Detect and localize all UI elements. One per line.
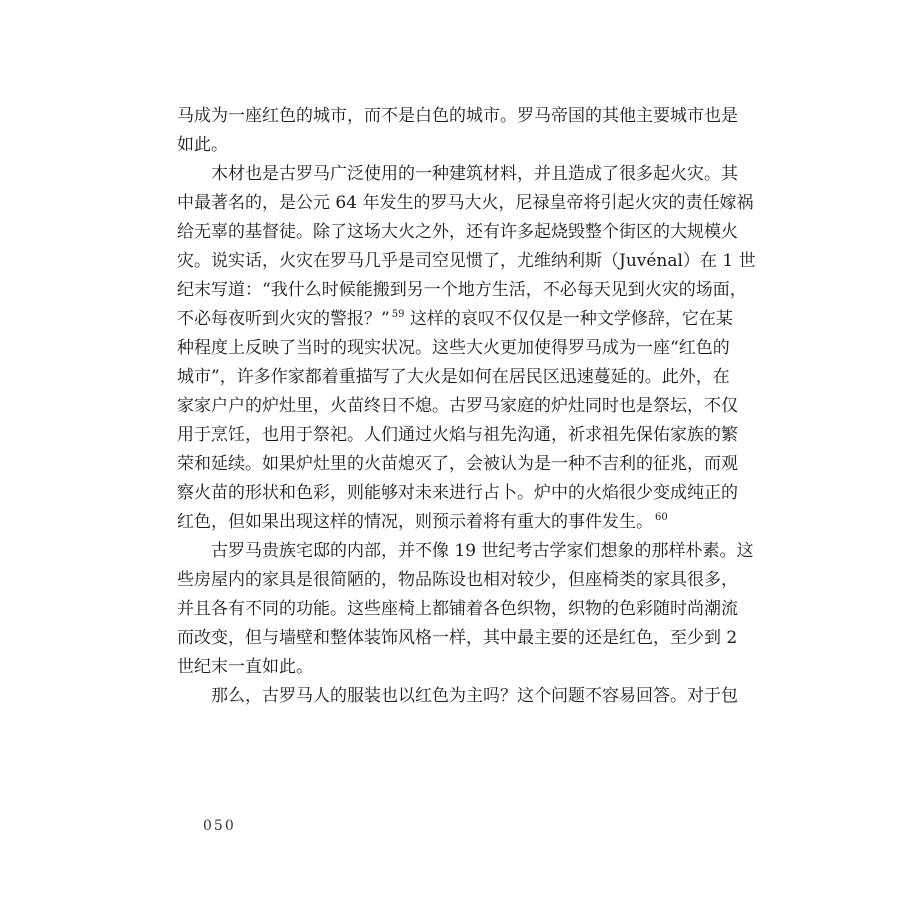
text-line xyxy=(177,595,738,624)
line-text: 种程度上反映了当时的现实状况。这些大火更加使得罗马成为一座“红色的 xyxy=(177,338,730,358)
paragraph xyxy=(177,160,756,537)
text-line xyxy=(177,305,733,334)
line-text: 如此。 xyxy=(177,135,228,155)
text-line xyxy=(177,189,754,218)
line-text: 灾。说实话，火灾在罗马几乎是司空见惯了，尤维纳利斯（Juvénal）在 1 世 xyxy=(177,251,756,271)
line-text: 不必每夜听到火灾的警报？” xyxy=(177,309,390,329)
paragraph xyxy=(177,537,754,682)
text-line xyxy=(177,334,730,363)
paragraph xyxy=(177,102,738,160)
page-number: 050 xyxy=(203,818,236,834)
text-line xyxy=(177,479,738,508)
line-text: 用于烹饪，也用于祭祀。人们通过火焰与祖先沟通，祈求祖先保佑家族的繁 xyxy=(177,425,738,445)
line-text: 纪末写道：“我什么时候能搬到另一个地方生活，不必每天见到火灾的场面， xyxy=(177,280,747,300)
line-text: 荣和延续。如果炉灶里的火苗熄灭了，会被认为是一种不吉利的征兆，而观 xyxy=(177,454,738,474)
text-line xyxy=(177,450,738,479)
footnote-marker[interactable]: 60 xyxy=(655,512,668,524)
line-text: 马成为一座红色的城市，而不是白色的城市。罗马帝国的其他主要城市也是 xyxy=(177,106,738,126)
text-line xyxy=(177,392,738,421)
text-line xyxy=(177,276,747,305)
line-text: 世纪末一直如此。 xyxy=(177,657,313,677)
line-text: 家家户户的炉灶里，火苗终日不熄。古罗马家庭的炉灶同时也是祭坛，不仅 xyxy=(177,396,738,416)
line-text-after-note: 这样的哀叹不仅仅是一种文学修辞，它在某 xyxy=(404,309,733,329)
text-line xyxy=(177,102,738,131)
text-line xyxy=(177,682,738,711)
text-line xyxy=(177,247,756,276)
text-line xyxy=(177,363,730,392)
text-line xyxy=(177,160,738,189)
line-text: 古罗马贵族宅邸的内部，并不像 19 世纪考古学家们想象的那样朴素。这 xyxy=(211,541,754,561)
line-text: 察火苗的形状和色彩，则能够对未来进行占卜。炉中的火焰很少变成纯正的 xyxy=(177,483,738,503)
text-line xyxy=(177,537,754,566)
line-text: 中最著名的，是公元 64 年发生的罗马大火，尼禄皇帝将引起火灾的责任嫁祸 xyxy=(177,193,754,213)
text-line xyxy=(177,218,738,247)
line-text: 红色，但如果出现这样的情况，则预示着将有重大的事件发生。 xyxy=(177,512,653,532)
line-text: 城市”，许多作家都着重描写了大火是如何在居民区迅速蔓延的。此外，在 xyxy=(177,367,730,387)
paragraph xyxy=(177,682,738,711)
line-text: 给无辜的基督徒。除了这场大火之外，还有许多起烧毁整个街区的大规模火 xyxy=(177,222,738,242)
body-text xyxy=(177,102,756,711)
footnote-marker[interactable]: 59 xyxy=(391,309,405,321)
text-line xyxy=(177,421,738,450)
line-text: 而改变，但与墙壁和整体装饰风格一样，其中最主要的还是红色，至少到 2 xyxy=(177,628,738,648)
line-text: 木材也是古罗马广泛使用的一种建筑材料，并且造成了很多起火灾。其 xyxy=(211,164,738,184)
text-line xyxy=(177,653,725,682)
text-line xyxy=(177,131,725,160)
line-text: 些房屋内的家具是很简陋的，物品陈设也相对较少，但座椅类的家具很多， xyxy=(177,570,738,590)
text-line xyxy=(177,508,725,537)
line-text: 并且各有不同的功能。这些座椅上都铺着各色织物，织物的色彩随时尚潮流 xyxy=(177,599,738,619)
text-line xyxy=(177,624,738,653)
text-line xyxy=(177,566,738,595)
line-text: 那么，古罗马人的服装也以红色为主吗？这个问题不容易回答。对于包 xyxy=(211,686,738,706)
